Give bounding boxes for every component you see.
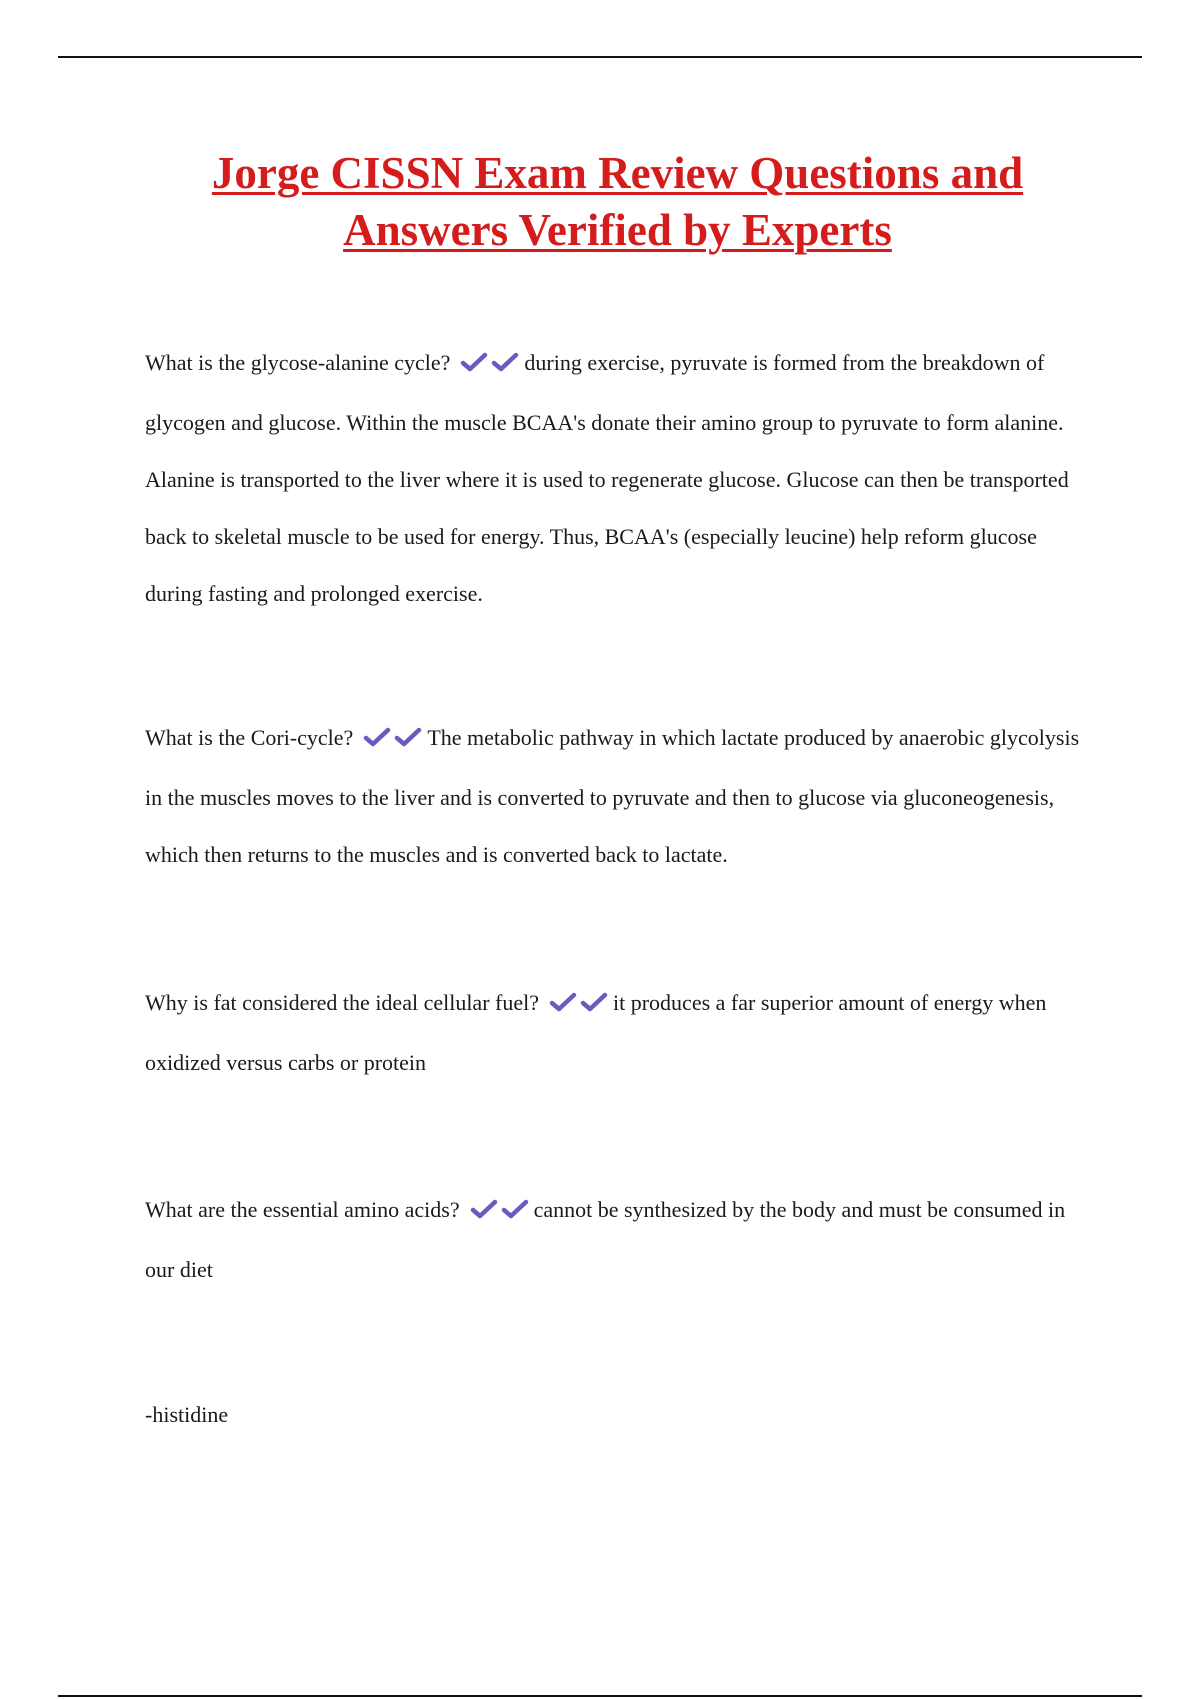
answer-text: The metabolic pathway in which lactate produced by anaerobic glycolysis in the muscles moves to the liver and is converted to pyruvate and then to glucose via gluconeogenesis, which then returns to the muscles and is converted back to lactate. — [145, 725, 1080, 867]
question-text: What are the essential amino acids? — [145, 1197, 460, 1222]
question-text: What is the glycose-alanine cycle? — [145, 350, 451, 375]
answer-text: during exercise, pyruvate is formed from the breakdown of glycogen and glucose. Within the muscle BCAA's donate their amino group to pyruvate to form alanine. Alanine is transported to the liver where it is used to regenerate glucose. Glucose can then be transported back to skeletal muscle to be used for energy. Thus, BCAA's (especially leucine) help reform glucose during fasting and prolonged exercise. — [145, 350, 1069, 606]
question-text: Why is fat considered the ideal cellular fuel? — [145, 990, 539, 1015]
double-checkmark-icon — [460, 337, 522, 394]
qa-item — [145, 1181, 1080, 1298]
double-checkmark-icon — [549, 977, 611, 1034]
question-text: What is the Cori-cycle? — [145, 725, 354, 750]
document-title: Jorge CISSN Exam Review Questions and Answers Verified by Experts — [211, 148, 1024, 255]
list-item: -histidine — [145, 1402, 229, 1427]
bottom-rule — [58, 1695, 1142, 1697]
double-checkmark-icon — [470, 1184, 532, 1241]
qa-item — [145, 334, 1080, 622]
top-rule — [58, 56, 1142, 58]
answer-text: it produces a far superior amount of energy when oxidized versus carbs or protein — [145, 990, 1047, 1075]
qa-item — [145, 974, 1080, 1091]
double-checkmark-icon — [363, 712, 425, 769]
answer-text: cannot be synthesized by the body and must be consumed in our diet — [145, 1197, 1066, 1282]
qa-item — [145, 709, 1080, 883]
